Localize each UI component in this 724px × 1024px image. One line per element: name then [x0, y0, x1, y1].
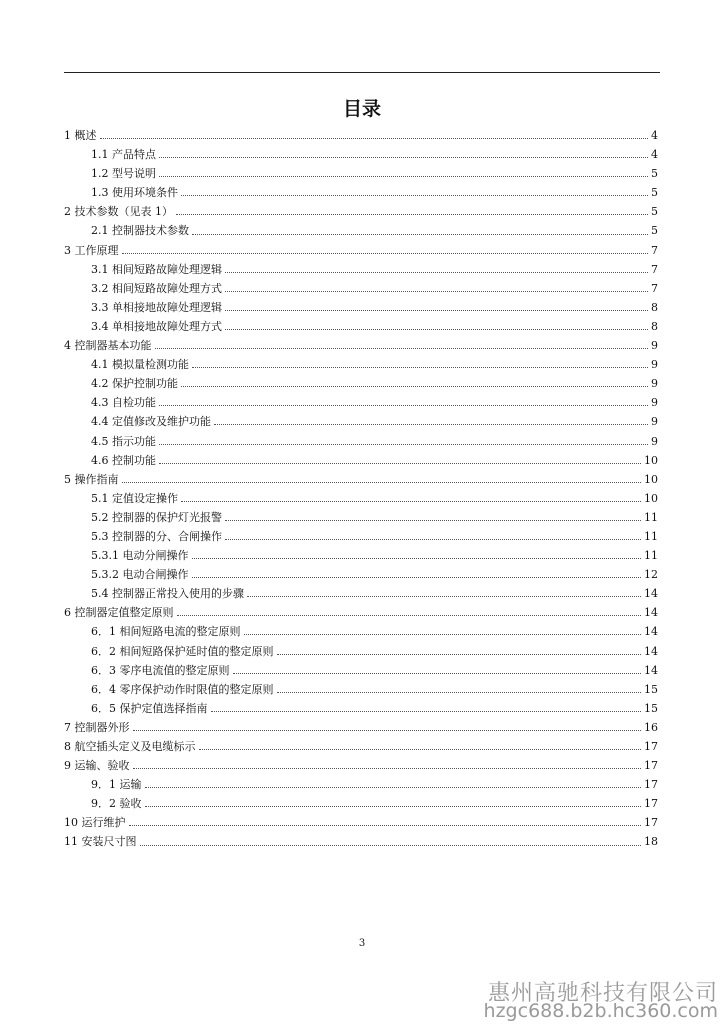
toc-entry-title: 1.2 型号说明 — [91, 167, 156, 181]
toc-entry-title: 6 控制器定值整定原则 — [64, 606, 174, 620]
toc-entry-title: 4.4 定值修改及维护功能 — [91, 415, 211, 429]
toc-entry-page: 17 — [644, 816, 658, 830]
toc-entry-title: 3 工作原理 — [64, 243, 119, 257]
toc-entry-page: 8 — [651, 319, 658, 333]
toc-entry-title: 3.1 相间短路故障处理逻辑 — [91, 262, 222, 276]
toc-entry-title: 6．2 相间短路保护延时值的整定原则 — [91, 644, 274, 658]
toc-entry-page: 9 — [651, 434, 658, 448]
toc-entry[interactable] — [64, 164, 658, 183]
toc-entry[interactable] — [64, 432, 658, 451]
toc-leader-dots — [233, 673, 642, 674]
toc-entry-title: 2 技术参数（见表 1） — [64, 205, 173, 219]
toc-entry-page: 9 — [651, 396, 658, 410]
toc-entry-page: 14 — [644, 625, 658, 639]
toc-entry[interactable] — [64, 393, 658, 412]
toc-entry-title: 2.1 控制器技术参数 — [91, 224, 189, 238]
toc-leader-dots — [122, 482, 642, 483]
toc-leader-dots — [181, 386, 648, 387]
toc-entry-title: 9．1 运输 — [91, 778, 142, 792]
toc-entry-page: 9 — [651, 415, 658, 429]
toc-leader-dots — [192, 367, 648, 368]
toc-leader-dots — [181, 501, 641, 502]
toc-leader-dots — [155, 348, 649, 349]
toc-entry-title: 11 安装尺寸图 — [64, 835, 137, 849]
toc-entry[interactable] — [64, 355, 658, 374]
toc-leader-dots — [181, 195, 648, 196]
toc-entry-page: 17 — [644, 759, 658, 773]
toc-entry-title: 9．2 验收 — [91, 797, 142, 811]
toc-entry-title: 4.5 指示功能 — [91, 434, 156, 448]
toc-entry-page: 12 — [644, 568, 658, 582]
toc-entry[interactable] — [64, 603, 658, 622]
toc-entry-page: 11 — [644, 510, 658, 524]
toc-entry-page: 17 — [644, 778, 658, 792]
toc-entry[interactable] — [64, 317, 658, 336]
toc-entry-title: 8 航空插头定义及电缆标示 — [64, 740, 196, 753]
toc-entry-title: 4 控制器基本功能 — [64, 339, 152, 353]
toc-entry-title: 4.1 模拟量检测功能 — [91, 358, 189, 372]
toc-entry[interactable] — [64, 527, 658, 546]
toc-leader-dots — [159, 444, 648, 445]
toc-entry[interactable] — [64, 699, 658, 718]
toc-entry-title: 1 概述 — [64, 129, 97, 142]
toc-entry[interactable] — [64, 374, 658, 393]
toc-leader-dots — [122, 253, 649, 254]
toc-entry[interactable] — [64, 642, 658, 661]
toc-entry-title: 6．1 相间短路电流的整定原则 — [91, 625, 241, 639]
toc-leader-dots — [225, 539, 641, 540]
toc-leader-dots — [145, 806, 642, 807]
toc-entry-title: 9 运输、验收 — [64, 759, 130, 773]
toc-entry-title: 5 操作指南 — [64, 472, 119, 486]
toc-entry[interactable] — [64, 241, 658, 260]
toc-entry-page: 11 — [644, 549, 658, 563]
toc-leader-dots — [211, 711, 642, 712]
toc-entry-title: 6．4 零序保护动作时限值的整定原则 — [91, 682, 274, 696]
toc-entry[interactable] — [64, 260, 658, 279]
toc-leader-dots — [100, 138, 649, 139]
toc-entry[interactable] — [64, 221, 658, 240]
toc-leader-dots — [159, 463, 641, 464]
toc-leader-dots — [133, 730, 642, 731]
toc-entry-page: 11 — [644, 529, 658, 543]
table-of-contents — [64, 126, 658, 852]
toc-entry-title: 1.3 使用环境条件 — [91, 186, 178, 200]
toc-entry-page: 7 — [651, 262, 658, 276]
toc-entry-page: 18 — [644, 835, 658, 849]
toc-leader-dots — [225, 520, 641, 521]
toc-entry-page: 16 — [644, 720, 658, 734]
toc-leader-dots — [277, 654, 642, 655]
toc-entry-page: 8 — [651, 300, 658, 314]
toc-entry-page: 7 — [651, 243, 658, 257]
toc-leader-dots — [192, 234, 648, 235]
toc-entry-title: 7 控制器外形 — [64, 720, 130, 734]
toc-entry-page: 15 — [644, 682, 658, 696]
toc-entry-page: 5 — [651, 224, 658, 238]
toc-entry-title: 6．5 保护定值选择指南 — [91, 701, 208, 715]
toc-entry-page: 14 — [644, 606, 658, 620]
watermark-url: hzgc688.b2b.hc360.com — [483, 1000, 718, 1022]
toc-entry-page: 4 — [651, 148, 658, 162]
toc-leader-dots — [199, 749, 642, 750]
toc-entry[interactable] — [64, 470, 658, 489]
toc-entry[interactable] — [64, 145, 658, 164]
toc-leader-dots — [247, 596, 641, 597]
toc-leader-dots — [225, 291, 648, 292]
toc-entry-page: 10 — [644, 453, 658, 467]
toc-entry-title: 3.4 单相接地故障处理方式 — [91, 319, 222, 333]
toc-entry[interactable] — [64, 680, 658, 699]
toc-leader-dots — [225, 310, 648, 311]
toc-entry-page: 17 — [644, 740, 658, 753]
toc-entry[interactable] — [64, 565, 658, 584]
toc-entry-page: 10 — [644, 491, 658, 505]
toc-entry-title: 5.1 定值设定操作 — [91, 491, 178, 505]
toc-entry-title: 1.1 产品特点 — [91, 148, 156, 162]
toc-leader-dots — [129, 825, 642, 826]
toc-entry[interactable] — [64, 775, 658, 794]
page-title: 目录 — [342, 98, 381, 120]
toc-entry[interactable] — [64, 298, 658, 317]
toc-leader-dots — [159, 405, 648, 406]
toc-entry-title: 5.2 控制器的保护灯光报警 — [91, 510, 222, 524]
toc-entry[interactable] — [64, 718, 658, 737]
toc-entry[interactable] — [64, 508, 658, 527]
toc-entry-page: 4 — [651, 129, 658, 142]
toc-entry-page: 9 — [651, 358, 658, 372]
toc-entry-title: 4.6 控制功能 — [91, 453, 156, 467]
toc-leader-dots — [244, 634, 642, 635]
toc-entry[interactable] — [64, 832, 658, 851]
page-number: 3 — [358, 938, 366, 949]
toc-leader-dots — [177, 615, 642, 616]
toc-leader-dots — [225, 272, 648, 273]
toc-entry-page: 5 — [651, 186, 658, 200]
toc-entry-page: 17 — [644, 797, 658, 811]
toc-leader-dots — [176, 214, 648, 215]
toc-entry-page: 5 — [651, 167, 658, 181]
toc-leader-dots — [225, 329, 648, 330]
toc-entry[interactable] — [64, 737, 658, 756]
toc-entry[interactable] — [64, 489, 658, 508]
toc-entry[interactable] — [64, 126, 658, 145]
watermark-company: 惠州高驰科技有限公司 — [487, 981, 718, 1006]
toc-entry[interactable] — [64, 451, 658, 470]
toc-entry[interactable] — [64, 183, 658, 202]
toc-entry-title: 5.3.1 电动分闸操作 — [91, 549, 189, 563]
toc-entry[interactable] — [64, 336, 658, 355]
toc-entry-page: 10 — [644, 472, 658, 486]
toc-entry-title: 5.4 控制器正常投入使用的步骤 — [91, 587, 244, 601]
toc-entry-title: 3.3 单相接地故障处理逻辑 — [91, 300, 222, 314]
toc-entry-page: 9 — [651, 339, 658, 353]
toc-entry-title: 6．3 零序电流值的整定原则 — [91, 663, 230, 677]
toc-leader-dots — [145, 787, 642, 788]
toc-entry[interactable] — [64, 412, 658, 431]
toc-entry-title: 3.2 相间短路故障处理方式 — [91, 281, 222, 295]
toc-entry[interactable] — [64, 584, 658, 603]
toc-entry-page: 9 — [651, 377, 658, 391]
header-rule — [64, 72, 660, 73]
toc-entry-title: 4.2 保护控制功能 — [91, 377, 178, 391]
toc-leader-dots — [214, 424, 648, 425]
toc-leader-dots — [140, 845, 642, 846]
toc-entry[interactable] — [64, 813, 658, 832]
toc-leader-dots — [192, 577, 642, 578]
toc-entry[interactable] — [64, 622, 658, 641]
toc-leader-dots — [159, 157, 648, 158]
toc-entry-page: 14 — [644, 663, 658, 677]
toc-entry[interactable] — [64, 546, 658, 565]
toc-entry-title: 4.3 自检功能 — [91, 396, 156, 410]
toc-entry[interactable] — [64, 756, 658, 775]
toc-entry-title: 10 运行维护 — [64, 816, 126, 830]
toc-entry[interactable] — [64, 661, 658, 680]
toc-entry-title: 5.3.2 电动合闸操作 — [91, 568, 189, 582]
toc-entry[interactable] — [64, 279, 658, 298]
toc-entry[interactable] — [64, 202, 658, 221]
toc-entry-page: 14 — [644, 587, 658, 601]
toc-leader-dots — [159, 176, 648, 177]
toc-entry-page: 14 — [644, 644, 658, 658]
toc-entry-page: 15 — [644, 701, 658, 715]
toc-leader-dots — [133, 768, 642, 769]
toc-leader-dots — [277, 692, 642, 693]
toc-entry-page: 5 — [651, 205, 658, 219]
toc-entry-title: 5.3 控制器的分、合闸操作 — [91, 529, 222, 543]
toc-entry-page: 7 — [651, 281, 658, 295]
toc-leader-dots — [192, 558, 642, 559]
toc-entry[interactable] — [64, 794, 658, 813]
